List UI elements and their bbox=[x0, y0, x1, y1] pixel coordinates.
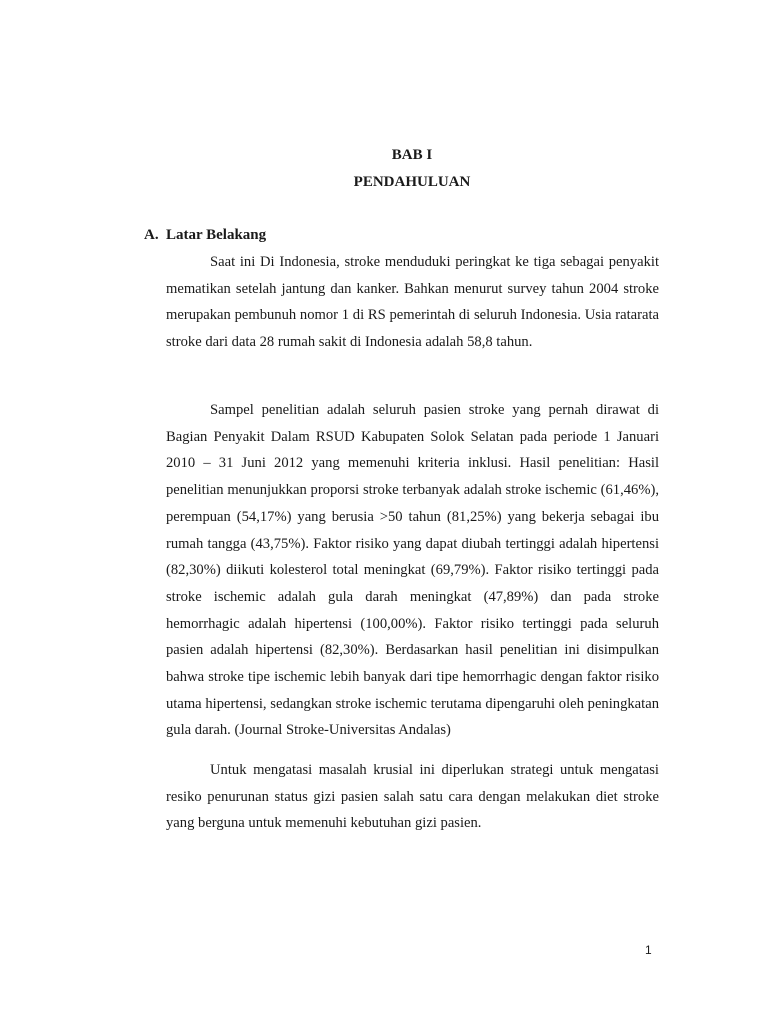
section-title: Latar Belakang bbox=[166, 227, 267, 243]
chapter-title: PENDAHULUAN bbox=[353, 174, 471, 190]
chapter-number: BAB I bbox=[391, 147, 433, 163]
paragraph-2-text: Sampel penelitian adalah seluruh pasien stroke yang pernah dirawat di Bagian Penyakit Dalam RSUD Kabupaten Solok Selatan pada periode 1 Januari 2010 – 31 Juni 2012 yang memenuhi kriteria inklusi. Hasil penelitian: Hasil penelitian menunjukkan proporsi stroke terbanyak adalah stroke ischemic (61,46%), perempuan (54,17%) yang berusia >50 tahun (81,25%) yang bekerja sebagai ibu rumah tangga (43,75%). Faktor risiko yang dapat diubah tertinggi adalah hipertensi (82,30%) diikuti kolesterol total meningkat (69,79%). Faktor risiko tertinggi pada stroke ischemic adalah gula darah meningkat (47,89%) dan pada stroke hemorrhagic adalah hipertensi (100,00%). Faktor risiko tertinggi pada seluruh pasien adalah hipertensi (82,30%). Berdasarkan hasil penelitian ini disimpulkan bahwa stroke tipe ischemic lebih banyak dari tipe hemorrhagic dengan faktor risiko utama hipertensi, sedangkan stroke ischemic terutama dipengaruhi oleh peningkatan gula darah. (Journal Stroke-Universitas Andalas) bbox=[166, 402, 659, 739]
paragraph-3 bbox=[166, 757, 659, 837]
section-marker: A. bbox=[144, 227, 159, 243]
paragraph-1-text: Saat ini Di Indonesia, stroke menduduki peringkat ke tiga sebagai penyakit mematikan setelah jantung dan kanker. Bahkan menurut survey tahun 2004 stroke merupakan pembunuh nomor 1 di RS pemerintah di seluruh Indonesia. Usia ratarata stroke dari data 28 rumah sakit di Indonesia adalah 58,8 tahun. bbox=[166, 254, 659, 351]
paragraph-3-text: Untuk mengatasi masalah krusial ini diperlukan strategi untuk mengatasi resiko penurunan status gizi pasien salah satu cara dengan melakukan diet stroke yang berguna untuk memenuhi kebutuhan gizi pasien. bbox=[166, 762, 659, 832]
paragraph-1 bbox=[166, 249, 659, 356]
page-number: 1 bbox=[645, 943, 652, 957]
paragraph-2 bbox=[166, 397, 659, 744]
section-heading bbox=[144, 226, 266, 244]
